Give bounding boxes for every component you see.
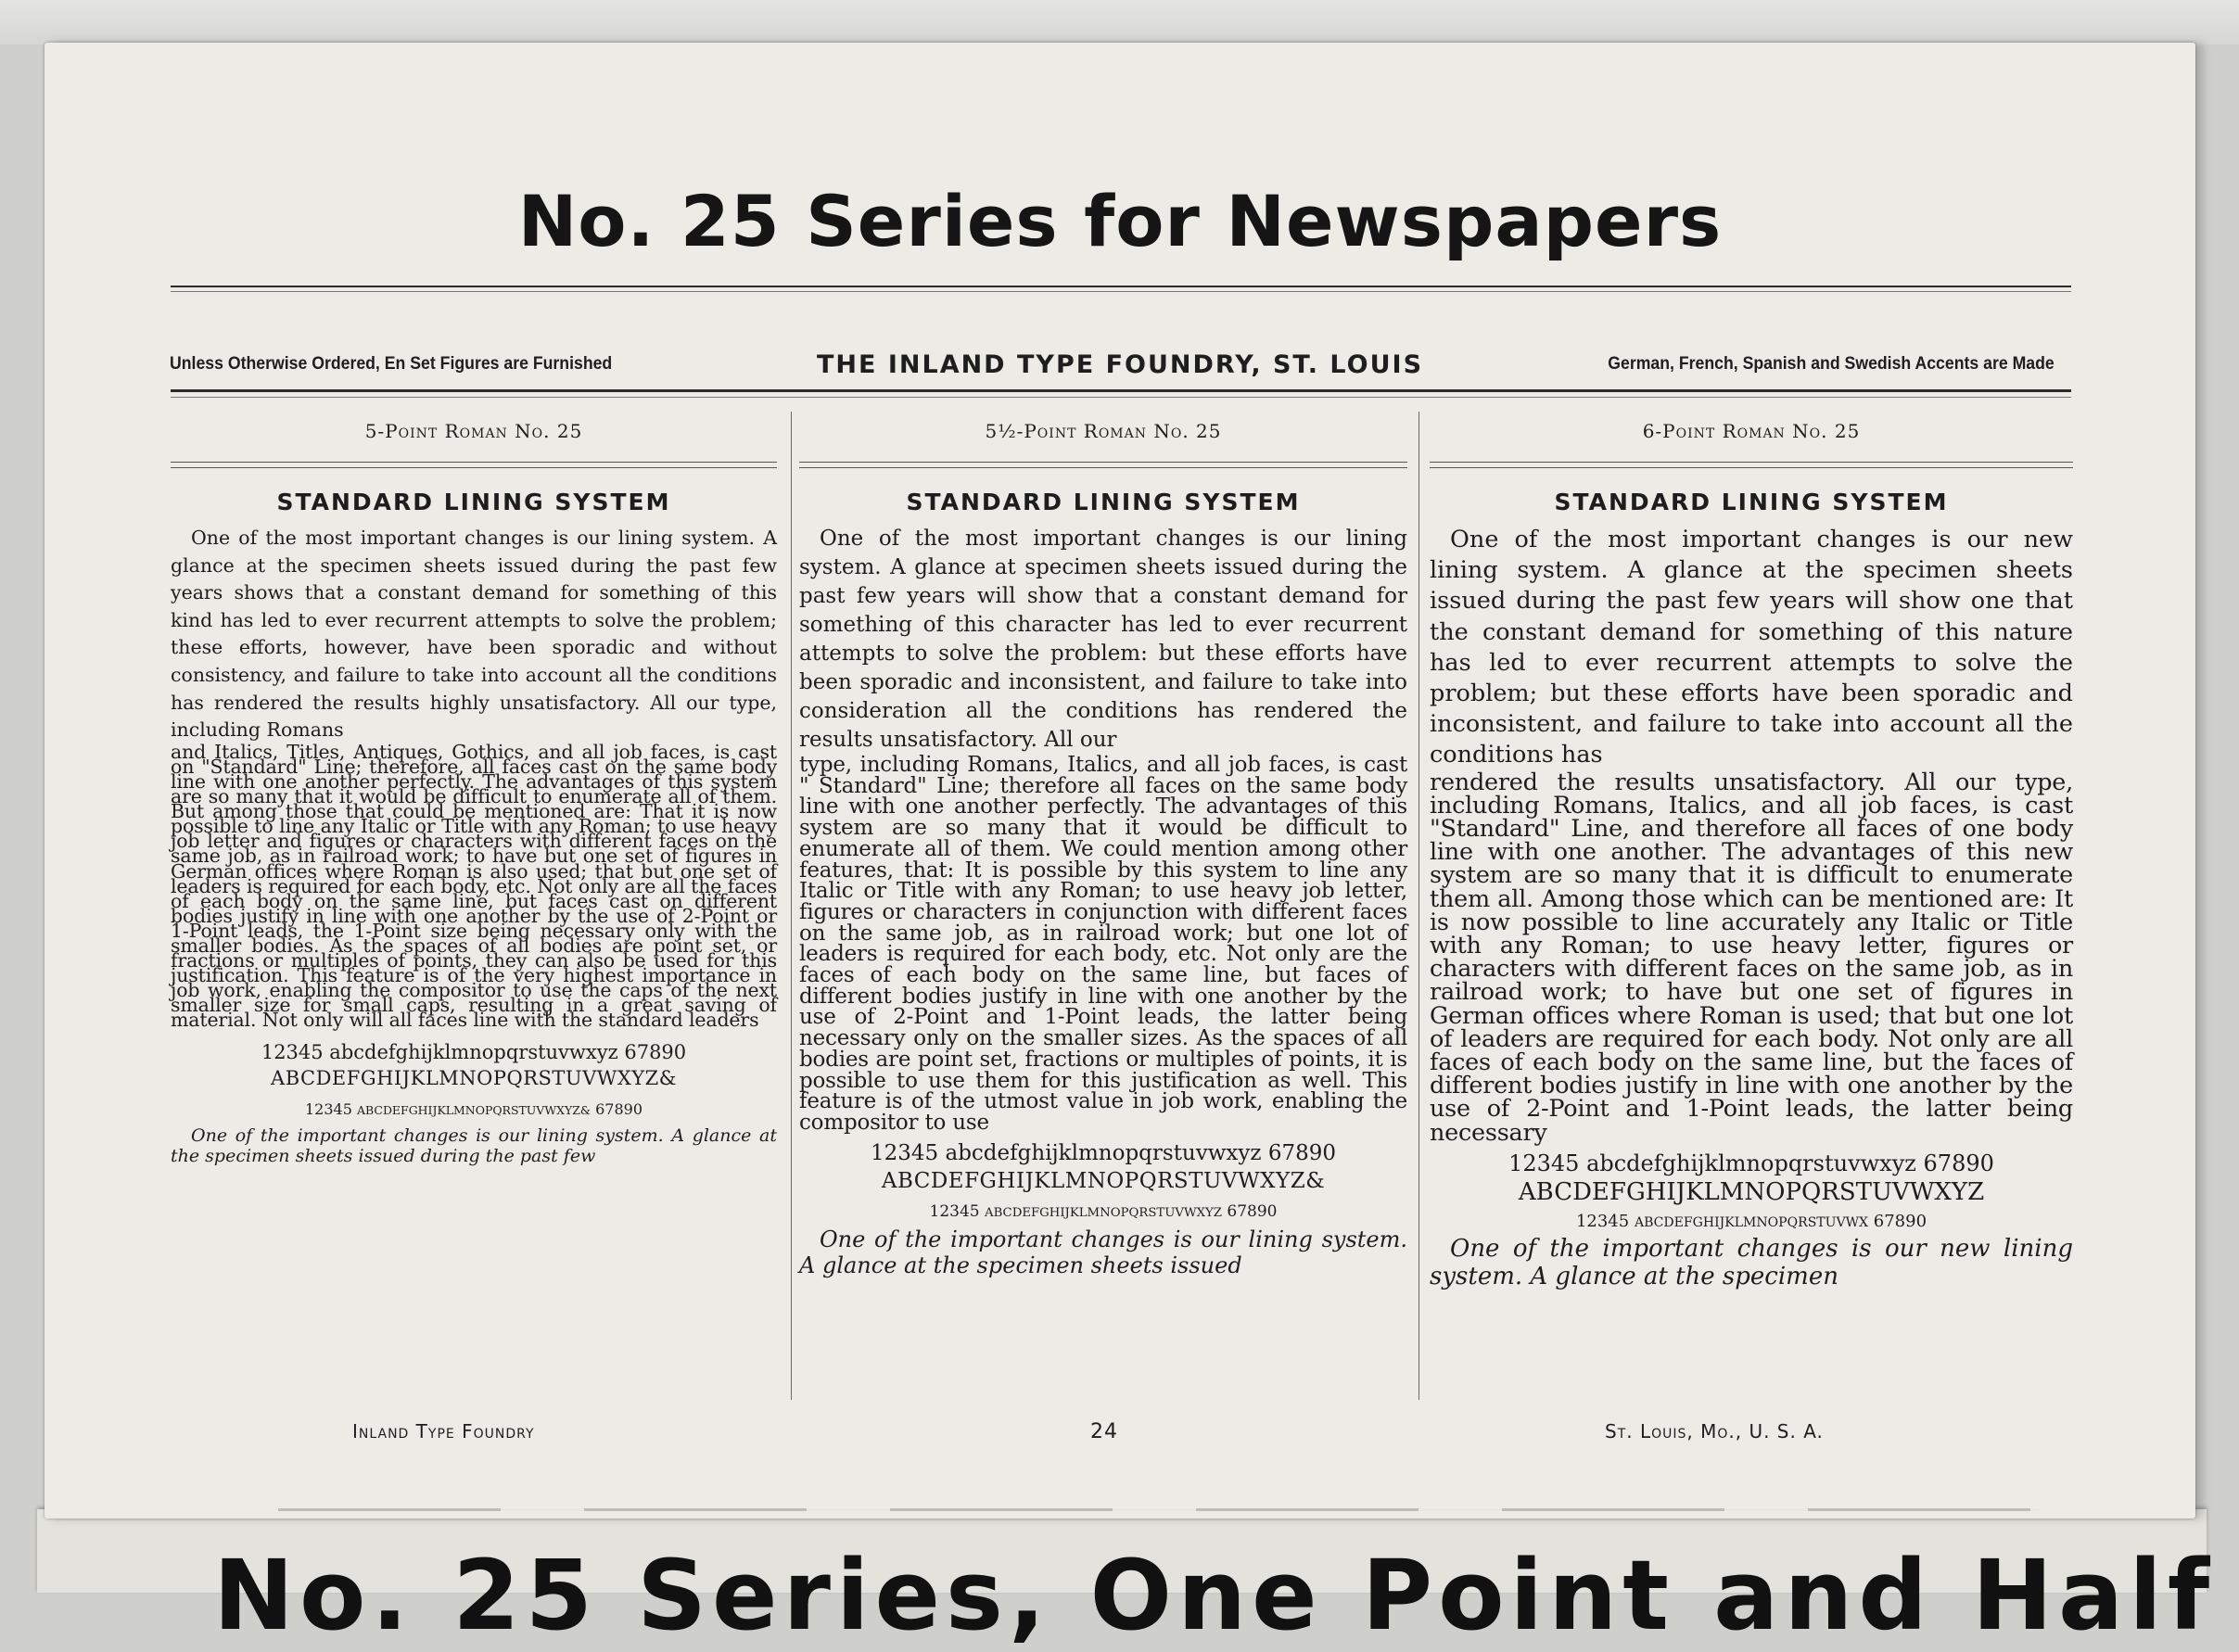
specimen-uppercase: ABCDEFGHIJKLMNOPQRSTUVWXYZ&: [881, 1168, 1326, 1193]
specimen-small-caps: [799, 1202, 1407, 1221]
column-heading: STANDARD LINING SYSTEM: [906, 489, 1301, 515]
body-text-loose: One of the most important changes is our new lining system. A glance at the specimen sheets issued during the past few years will show one that the constant demand for something of this nature has led to ever recurrent attempts to solve the problem; but these efforts have been sporadic and inconsistent, and failure to take into account all the conditions has: [1430, 526, 2073, 769]
footer-location: St. Louis, Mo., U. S. A.: [1605, 1420, 1824, 1442]
specimen-lowercase: 12345 abcdefghijklmnopqrstuvwxyz 67890: [1508, 1150, 1994, 1176]
backdrop: [0, 0, 2239, 44]
column-divider: [791, 412, 792, 1400]
specimen-lowercase: 12345 abcdefghijklmnopqrstuvwxyz 67890: [261, 1040, 687, 1063]
spec-number-right: 67890: [595, 1099, 642, 1118]
body-text-tight: type, including Romans, Italics, and all job faces, is cast " Standard" Line; therefore all faces on the same body line with one another perfectly. The advantages of this system are so many that it would be difficult to enumerate all of them. We could mention among other features, that: It is possible by this system to line any Italic or Title with any Roman; to use heavy job letter, figures or characters in conjunction with different faces on the same job, as in railroad work; but one lot of leaders is required for each body, etc. Not only are the faces of each body on the same line, but faces of different bodies justify in line with one another by the use of 2-Point and 1-Point leads, the latter being necessary only on the smaller sizes. As the spaces of all bodies are point set, fractions or multiples of points, it is possible to use them for this justification as well. This feature is of the utmost value in job work, enabling the compositor to use: [799, 753, 1407, 1135]
specimen-uppercase: ABCDEFGHIJKLMNOPQRSTUVWXYZ: [1518, 1177, 1985, 1206]
column-5-point: [171, 412, 777, 1400]
spec-small-caps-letters: ABCDEFGHIJKLMNOPQRSTUVWX: [1634, 1214, 1869, 1230]
spec-number-right: 67890: [1227, 1201, 1278, 1221]
header-right-note: German, French, Spanish and Swedish Accents are Made: [1608, 354, 2055, 374]
footer-foundry: Inland Type Foundry: [352, 1420, 535, 1442]
column-double-rule: [799, 462, 1407, 468]
header-separator: [171, 389, 2071, 392]
italic-specimen: One of the important changes is our new lining system. A glance at the specimen: [1430, 1234, 2073, 1290]
specimen-lowercase: 12345 abcdefghijklmnopqrstuvwxyz 67890: [871, 1140, 1336, 1165]
column-divider: [1418, 412, 1419, 1400]
column-double-rule: [171, 462, 777, 468]
header-left-note: Unless Otherwise Ordered, En Set Figures are Furnished: [170, 354, 613, 374]
spec-number-right: 67890: [1873, 1211, 1927, 1231]
specimen-small-caps: [171, 1100, 777, 1118]
specimen-small-caps: [1430, 1212, 2073, 1231]
column-label: 5½-Point Roman No. 25: [985, 420, 1222, 442]
body-text-loose: One of the most important changes is our lining system. A glance at the specimen sheets issued during the past few years shows that a constant demand for something of this kind has led to ever recurrent attempts to solve the problem; these efforts, however, have been sporadic and without consistency, and failure to take into account all the conditions has rendered the results highly unsatisfactory. All our type, including Romans: [171, 527, 777, 742]
title-rule-thin: [171, 291, 2071, 292]
header-foundry: THE INLAND TYPE FOUNDRY, ST. LOUIS: [816, 350, 1424, 379]
body-text-tight: and Italics, Titles, Antiques, Gothics, and all job faces, is cast on "Standard" Line; therefore, all faces cast on the same body line with one another perfectly. The advantages of this system are so many that it would be difficult to enumerate all of them. But among those that could be mentioned are: That it is now possible to line any Italic or Title with any Roman; to use heavy job letter and figures or characters with different faces on the same job, as in railroad work; to have but one set of figures in German offices where Roman is also used; that but one set of leaders is required for each body, etc. Not only are all the faces of each body on the same line, but faces cast on different bodies justify in line with one another by the use of 2-Point or 1-Point leads, the 1-Point size being necessary only with the smaller bodies. As the spaces of all bodies are point set, or fractions or multiples of points, they can also be used for this justification. This feature is of the very highest importance in job work, enabling the compositor to use the caps of the next smaller size for small caps, resulting in a great saving of material. Not only will all faces line with the standard leaders: [171, 740, 777, 1032]
column-heading: STANDARD LINING SYSTEM: [1554, 489, 1949, 515]
body-text-tight: rendered the results unsatisfactory. All our type, including Romans, Italics, and all job faces, is cast "Standard" Line, and therefore all faces of one body line with one another. The advantages of this new system are so many that it is difficult to enumerate them all. Among those which can be mentioned are: It is now possible to line accurately any Italic or Title with any Roman; to use heavy letter, figures or characters with different faces on the same job, as in railroad work; to have but one set of figures in German offices where Roman is used; that but one lot of leaders are required for each body. Not only are all faces of each body on the same line, but the faces of different bodies justify in line with one another by the use of 2-Point and 1-Point leads, the latter being necessary: [1430, 768, 2073, 1147]
spec-small-caps-letters: ABCDEFGHIJKLMNOPQRSTUVWXYZ: [985, 1205, 1222, 1220]
title-rule: [171, 286, 2071, 287]
spec-number-left: 12345: [1575, 1211, 1630, 1231]
column-label: 5-Point Roman No. 25: [364, 420, 583, 442]
spec-number-left: 12345: [305, 1099, 352, 1118]
italic-specimen: One of the important changes is our lining system. A glance at the specimen sheets issued during the past few: [171, 1125, 777, 1166]
body-text-loose: One of the most important changes is our lining system. A glance at specimen sheets issued during the past few years will show that a constant demand for something of this character has led to ever recurrent attempts to solve the problem: but these efforts have been sporadic and inconsistent, and failure to take into consideration all the conditions has rendered the results unsatisfactory. All our: [799, 527, 1407, 752]
next-page-title-peek: No. 25 Series, One Point and Half: [213, 1539, 2216, 1652]
header-separator-thin: [171, 397, 2071, 398]
spec-small-caps-letters: ABCDEFGHIJKLMNOPQRSTUVWXYZ&: [357, 1102, 591, 1117]
column-5-half-point: [799, 412, 1407, 1400]
page-fold-line: [278, 1508, 2040, 1511]
spec-number-left: 12345: [929, 1201, 980, 1221]
book-page: [45, 43, 2195, 1519]
column-label: 6-Point Roman No. 25: [1642, 420, 1861, 442]
column-6-point: [1430, 412, 2073, 1400]
italic-specimen: One of the important changes is our lining system. A glance at the specimen sheets issued: [799, 1226, 1407, 1278]
specimen-uppercase: ABCDEFGHIJKLMNOPQRSTUVWXYZ&: [271, 1066, 677, 1089]
column-double-rule: [1430, 462, 2073, 468]
column-heading: STANDARD LINING SYSTEM: [276, 489, 671, 515]
page-number: 24: [1090, 1420, 1118, 1443]
page-title: No. 25 Series for Newspapers: [517, 180, 1723, 262]
